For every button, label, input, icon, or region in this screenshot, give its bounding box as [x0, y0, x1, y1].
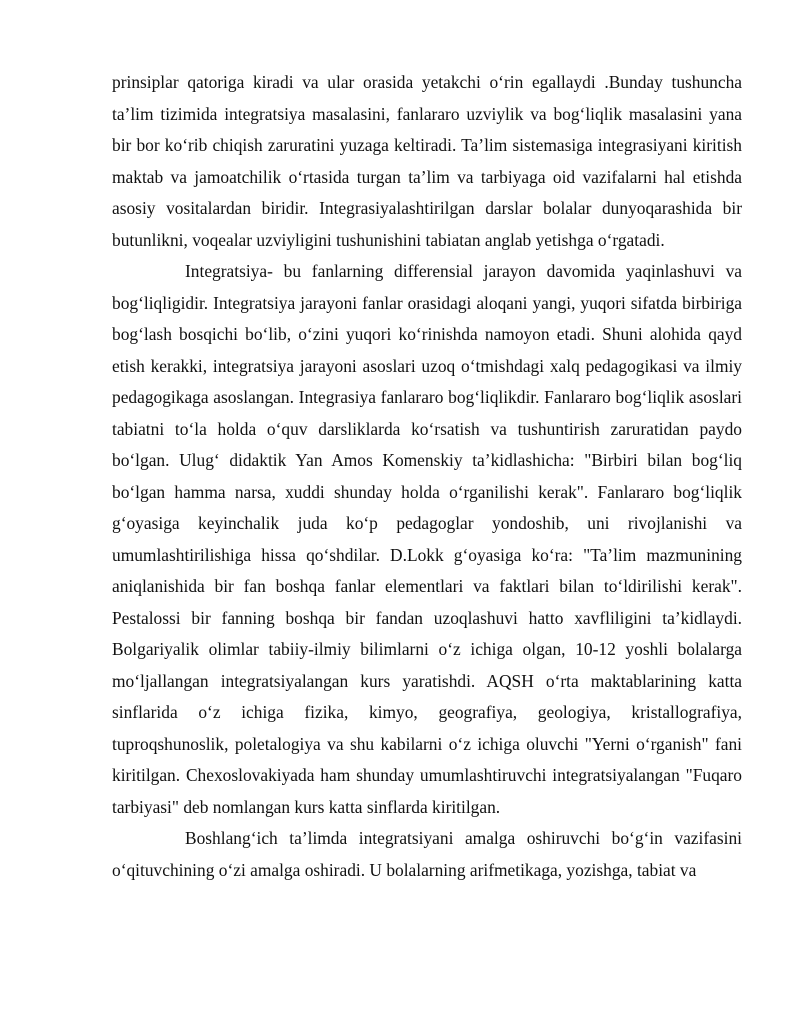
document-body	[112, 67, 742, 886]
paragraph-1: prinsiplar qatoriga kiradi va ular orasida yetakchi o‘rin egallaydi .Bunday tushuncha ta’lim tizimida integratsiya masalasini, fanlararo uzviylik va bog‘liqlik masalasini yana bir bor ko‘rib chiqish zaruratini yuzaga keltiradi. Ta’lim sistemasiga integrasiyani kiritish maktab va jamoatchilik o‘rtasida turgan ta’lim va tarbiyaga oid vazifalarni hal etishda asosiy vositalardan biridir. Integrasiyalashtirilgan darslar bolalar dunyoqarashida bir butunlikni, voqealar uzviyligini tushunishini tabiatan anglab yetishga o‘rgatadi.	[112, 72, 742, 250]
paragraph-2: Integratsiya- bu fanlarning differensial jarayon davomida yaqinlashuvi va bog‘liqligidir. Integratsiya jarayoni fanlar orasidagi aloqani yangi, yuqori sifatda birbiriga bog‘lash bosqichi bo‘lib, o‘zini yuqori ko‘rinishda namoyon etadi. Shuni alohida qayd etish kerakki, integratsiya jarayoni asoslari uzoq o‘tmishdagi xalq pedagogikasi va ilmiy pedagogikaga asoslangan. Integrasiya fanlararo bog‘liqlikdir. Fanlararo bog‘liqlik asoslari tabiatni to‘la holda o‘quv darsliklarda ko‘rsatish va tushuntirish zaruratidan paydo bo‘lgan. Ulug‘ didaktik Yan Amos Komenskiy ta’kidlashicha: "Birbiri bilan bog‘liq bo‘lgan hamma narsa, xuddi shunday holda o‘rganilishi kerak". Fanlararo bog‘liqlik g‘oyasiga keyinchalik juda ko‘p pedagoglar yondoshib, uni rivojlanishi va umumlashtirilishiga hissa qo‘shdilar. D.Lokk g‘oyasiga ko‘ra: "Ta’lim mazmunining aniqlanishida bir fan boshqa fanlar elementlari va faktlari bilan to‘ldirilishi kerak". Pestalossi bir fanning boshqa bir fandan uzoqlashuvi hatto xavfliligini ta’kidlaydi. Bolgariyalik olimlar tabiiy-ilmiy bilimlarni o‘z ichiga olgan, 10-12 yoshli bolalarga mo‘ljallangan integratsiyalangan kurs yaratishdi. AQSH o‘rta maktablarining katta sinflarida o‘z ichiga fizika, kimyo, geografiya, geologiya, kristallografiya, tuproqshunoslik, poletalogiya va shu kabilarni o‘z ichiga oluvchi "Yerni o‘rganish" fani kiritilgan. Chexoslovakiyada ham shunday umumlashtiruvchi integratsiyalangan "Fuqaro tarbiyasi" deb nomlangan kurs katta sinflarda kiritilgan.	[112, 261, 742, 817]
paragraph-3: Boshlang‘ich ta’limda integratsiyani amalga oshiruvchi bo‘g‘in vazifasini o‘qituvchining o‘zi amalga oshiradi. U bolalarning arifmetikaga, yozishga, tabiat va	[112, 828, 742, 880]
